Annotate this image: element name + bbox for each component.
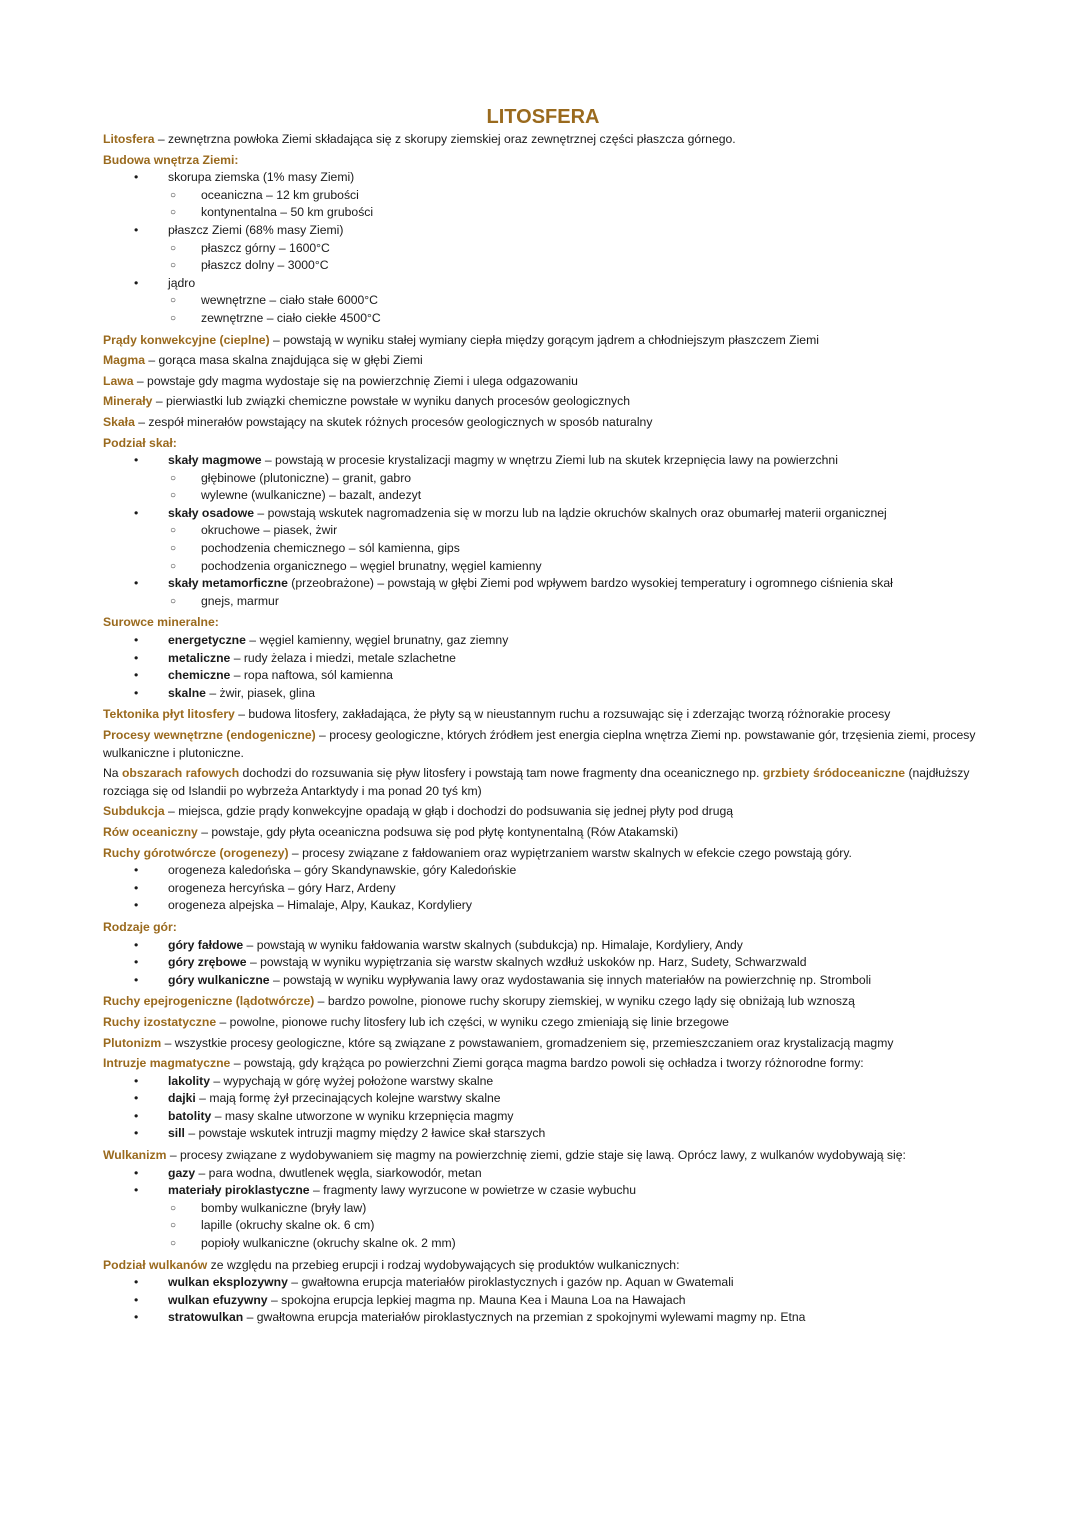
definition: – zewnętrzna powłoka Ziemi składająca się z skorupy ziemskiej oraz zewnętrznej części płaszcza górnego. (154, 132, 736, 146)
list-item: • orogeneza hercyńska – góry Harz, Ardeny (103, 880, 983, 898)
item-term: skalne (168, 685, 206, 700)
sub-item: ○ głębinowe (plutoniczne) – granit, gabro (103, 470, 983, 488)
item-text: – węgiel kamienny, węgiel brunatny, gaz ziemny (245, 633, 509, 648)
item-text: – spokojna erupcja lepkiej magma np. Mauna Kea i Mauna Loa na Hawajach (267, 1292, 686, 1307)
sub-item: ○ bomby wulkaniczne (bryły law) (103, 1200, 983, 1218)
item-term: energetyczne (168, 633, 246, 648)
definition-row (103, 727, 983, 762)
list-item: • orogeneza kaledońska – góry Skandynawskie, góry Kaledońskie (103, 862, 983, 880)
term: Podział wulkanów (103, 1257, 208, 1272)
item-term: materiały piroklastyczne (168, 1183, 310, 1198)
item-text: – gwałtowna erupcja materiałów piroklastycznych i gazów np. Aquan w Gwatemali (287, 1275, 734, 1290)
item-text: – mają formę żył przecinających kolejne warstwy skalne (195, 1091, 501, 1106)
list-item: • skorupa ziemska (1% masy Ziemi) (103, 169, 983, 187)
section-heading-skaly: Podział skał: (103, 435, 177, 450)
item-term: metaliczne (168, 650, 231, 665)
term: Magma (103, 353, 145, 368)
item-term: góry fałdowe (168, 937, 244, 952)
definition: – procesy związane z fałdowaniem oraz wypiętrzaniem warstw skalnych w efekcie czego powstają góry. (288, 845, 852, 860)
definition: – pierwiastki lub związki chemiczne powstałe w wyniku danych procesów geologicznych (152, 394, 631, 409)
item-term: góry wulkaniczne (168, 972, 270, 987)
term: Intruzje magmatyczne (103, 1056, 231, 1071)
item-term: gazy (168, 1165, 196, 1180)
definition: – budowa litosfery, zakładająca, że płyty są w nieustannym ruchu a rozsuwając się i zderzając tworzą różnorakie procesy (234, 707, 891, 722)
sub-item: ○ gnejs, marmur (103, 593, 983, 611)
term: Minerały (103, 394, 153, 409)
sub-item: ○ oceaniczna – 12 km grubości (103, 187, 983, 205)
list-item (103, 1274, 983, 1292)
section-heading-gory: Rodzaje gór: (103, 919, 177, 934)
text-fragment: Na (103, 766, 122, 781)
item-term: chemiczne (168, 668, 231, 683)
definition-row (103, 1014, 983, 1032)
section-heading-budowa: Budowa wnętrza Ziemi: (103, 152, 239, 167)
item-text: (przeobrażone) – powstają w głębi Ziemi pod wpływem bardzo wysokiej temperatury i ogromnego ciśnienia skał (287, 576, 893, 591)
list-item (103, 632, 983, 650)
definition: – powstaje, gdy płyta oceaniczna podsuwa się pod płytę kontynentalną (Rów Atakamski) (197, 824, 679, 839)
item-text: – para wodna, dwutlenek węgla, siarkowodór, metan (195, 1165, 482, 1180)
term: Lawa (103, 373, 134, 388)
definition: – gorąca masa skalna znajdująca się w głębi Ziemi (145, 353, 423, 368)
definition-row (103, 332, 983, 350)
sub-item: ○ wewnętrzne – ciało stałe 6000°C (103, 292, 983, 310)
list-item (103, 972, 983, 990)
definition-row (103, 706, 983, 724)
item-text: – fragmenty lawy wyrzucone w powietrze w czasie wybuchu (309, 1183, 637, 1198)
definition-row (103, 993, 983, 1011)
item-text: – wypychają w górę wyżej położone warstwy skalne (210, 1073, 494, 1088)
wulkanizm-list (103, 1165, 983, 1253)
term: Procesy wewnętrzne (endogeniczne) (103, 728, 316, 742)
sub-item: ○ pochodzenia organicznego – węgiel brunatny, węgiel kamienny (103, 558, 983, 576)
term: Litosfera (103, 132, 155, 146)
definition: – procesy geologiczne, których źródłem jest energia cieplna wnętrza Ziemi np. powstawanie gór, trzęsienia ziemi, procesy wulkaniczne i plutoniczne. (103, 728, 976, 760)
item-text: – masy skalne utworzone w wyniku krzepnięcia magmy (211, 1108, 514, 1123)
definition: – bardzo powolne, pionowe ruchy skorupy ziemskiej, w wyniku czego lądy się obniżają lub wznoszą (314, 994, 855, 1009)
list-item (103, 954, 983, 972)
text-fragment: (najdłuższy rozciąga się od Islandii po wybrzeża Antarktydy i ma ponad 20 tyś km) (103, 766, 970, 798)
item-text: – powstają w wyniku wypiętrzania się warstw skalnych wzdłuż uskoków np. Harz, Sudety, Schwarzwald (246, 955, 807, 970)
definition: ze względu na przebieg erupcji i rodzaj wydobywających się produktów wulkanicznych: (207, 1257, 680, 1272)
list-item: • orogeneza alpejska – Himalaje, Alpy, Kaukaz, Kordyliery (103, 897, 983, 915)
definition-row (103, 824, 983, 842)
item-text: – powstaje wskutek intruzji magmy między 2 ławice skał starszych (184, 1126, 546, 1141)
sub-item: ○ pochodzenia chemicznego – sól kamienna, gips (103, 540, 983, 558)
definition: – powstają, gdy krążąca po powierzchni Ziemi gorąca magma bardzo powoli się ochładza i tworzy różnorodne formy: (230, 1056, 864, 1071)
term: Ruchy epejrogeniczne (lądotwórcze) (103, 994, 315, 1009)
list-item (103, 650, 983, 668)
term: Wulkanizm (103, 1148, 167, 1163)
text-fragment: dochodzi do rozsuwania się pływ litosfery i powstają tam nowe fragmenty dna oceanicznego np. (239, 766, 763, 781)
budowa-list (103, 169, 983, 327)
item-term: skały osadowe (168, 505, 255, 520)
list-item (103, 1073, 983, 1091)
term: obszarach rafowych (121, 766, 240, 781)
list-item (103, 1182, 983, 1200)
term: Rów oceaniczny (103, 824, 198, 839)
definition-row (103, 393, 983, 411)
term: Skała (103, 414, 135, 429)
list-item (103, 1309, 983, 1327)
item-term: stratowulkan (168, 1310, 244, 1325)
item-text: – powstają w wyniku fałdowania warstw skalnych (subdukcja) np. Himalaje, Kordyliery, Andy (243, 937, 743, 952)
definition-row (103, 352, 983, 370)
orogeneza-list (103, 862, 983, 915)
item-term: skały magmowe (168, 453, 262, 468)
item-text: – gwałtowna erupcja materiałów piroklastycznych na przemian z spokojnymi wylewami magmy np. Etna (243, 1310, 806, 1325)
list-item (103, 1165, 983, 1183)
skaly-list (103, 452, 983, 610)
term: grzbiety śródoceaniczne (762, 766, 906, 781)
sub-item: ○ wylewne (wulkaniczne) – bazalt, andezyt (103, 487, 983, 505)
item-term: lakolity (168, 1073, 210, 1088)
definition: – powolne, pionowe ruchy litosfery lub ich części, w wyniku czego zmieniają się linie brzegowe (216, 1014, 729, 1029)
definition-row (103, 803, 983, 821)
gory-list (103, 937, 983, 990)
sub-item: ○ zewnętrzne – ciało ciekłe 4500°C (103, 310, 983, 328)
term: Prądy konwekcyjne (cieplne) (103, 332, 270, 347)
definition-row (103, 1055, 983, 1073)
list-item (103, 685, 983, 703)
list-item: • jądro (103, 275, 983, 293)
item-term: dajki (168, 1091, 196, 1106)
term: Tektonika płyt litosfery (103, 707, 235, 722)
intro-paragraph (103, 131, 983, 149)
definition: – powstają w wyniku stałej wymiany ciepła między gorącym jądrem a chłodniejszym płaszczem Ziemi (269, 332, 819, 347)
definition: – zespół minerałów powstający na skutek różnych procesów geologicznych w sposób naturalny (134, 414, 653, 429)
term: Ruchy górotwórcze (orogenezy) (103, 845, 289, 860)
item-term: góry zrębowe (168, 955, 247, 970)
sub-item: ○ płaszcz dolny – 3000°C (103, 257, 983, 275)
item-term: wulkan eksplozywny (168, 1275, 288, 1290)
definition: – miejsca, gdzie prądy konwekcyjne opadają w głąb i dochodzi do podsuwania się jednej płyty pod drugą (164, 804, 734, 819)
list-item (103, 667, 983, 685)
item-text: – powstają w procesie krystalizacji magmy w wnętrzu Ziemi lub na skutek krzepnięcia lawy na powierzchni (261, 453, 838, 468)
list-item (103, 1090, 983, 1108)
item-text: – rudy żelaza i miedzi, metale szlachetne (230, 650, 456, 665)
definition-row (103, 765, 983, 800)
item-term: skały metamorficzne (168, 576, 288, 591)
list-item (103, 452, 983, 470)
sub-item: ○ lapille (okruchy skalne ok. 6 cm) (103, 1217, 983, 1235)
surowce-list (103, 632, 983, 702)
list-item (103, 505, 983, 523)
definition-row (103, 1147, 983, 1165)
list-item: • płaszcz Ziemi (68% masy Ziemi) (103, 222, 983, 240)
definition: – powstaje gdy magma wydostaje się na powierzchnię Ziemi i ulega odgazowaniu (133, 373, 578, 388)
sub-item: ○ kontynentalna – 50 km grubości (103, 204, 983, 222)
sub-item: ○ płaszcz górny – 1600°C (103, 240, 983, 258)
list-item (103, 1108, 983, 1126)
item-term: wulkan efuzywny (168, 1292, 268, 1307)
section-heading-surowce: Surowce mineralne: (103, 615, 219, 630)
term: Subdukcja (103, 804, 165, 819)
wulkany-list (103, 1274, 983, 1327)
item-text: – żwir, piasek, glina (205, 685, 316, 700)
definition-row (103, 414, 983, 432)
list-item (103, 575, 983, 593)
definition-row (103, 1035, 983, 1053)
item-text: – ropa naftowa, sól kamienna (230, 668, 393, 683)
list-item (103, 937, 983, 955)
item-text: – powstają w wyniku wypływania lawy oraz wydostawania się innych materiałów na powierzchnię np. Stromboli (269, 972, 872, 987)
intruzje-list (103, 1073, 983, 1143)
definition-row (103, 373, 983, 391)
item-text: – powstają wskutek nagromadzenia się w morzu lub na lądzie okruchów skalnych oraz obumarłej materii organicznej (254, 505, 887, 520)
item-term: batolity (168, 1108, 212, 1123)
sub-item: ○ popioły wulkaniczne (okruchy skalne ok. 2 mm) (103, 1235, 983, 1253)
term: Ruchy izostatyczne (103, 1014, 217, 1029)
definition-row (103, 845, 983, 863)
item-term: sill (168, 1126, 185, 1141)
sub-item: ○ okruchowe – piasek, żwir (103, 522, 983, 540)
list-item (103, 1125, 983, 1143)
list-item (103, 1292, 983, 1310)
page-title: LITOSFERA (486, 106, 600, 128)
definition-row (103, 1257, 983, 1275)
term: Plutonizm (103, 1035, 162, 1050)
definition: – wszystkie procesy geologiczne, które są związane z powstawaniem, gromadzeniem się, przemieszczaniem oraz krystalizacją magmy (161, 1035, 894, 1050)
document-page (103, 104, 983, 1331)
definition: – procesy związane z wydobywaniem się magmy na powierzchnię ziemi, gdzie staje się lawą. Oprócz lawy, z wulkanów wydobywają się: (166, 1148, 906, 1163)
